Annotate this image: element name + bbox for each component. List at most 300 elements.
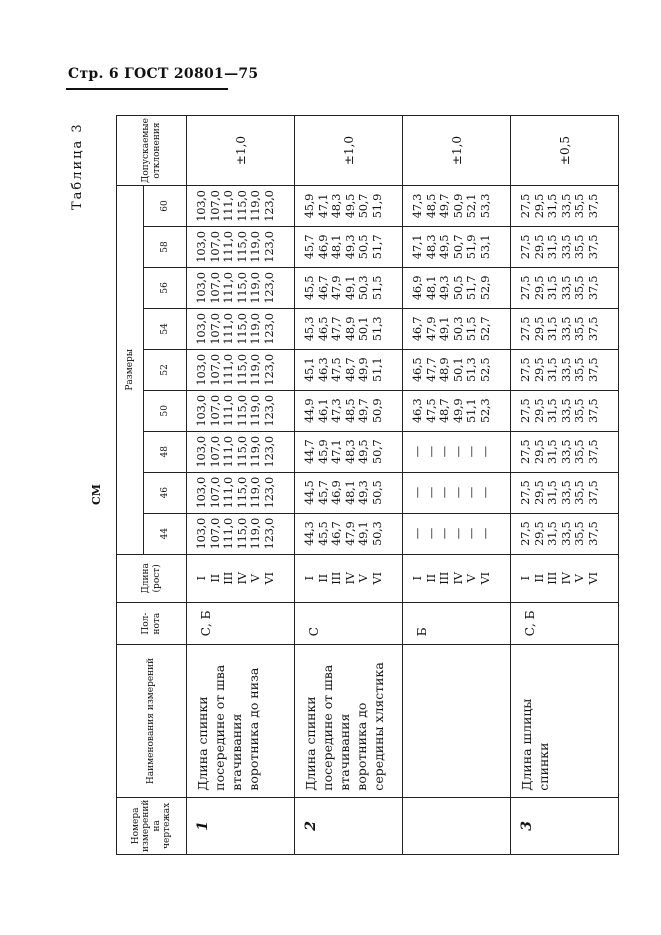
measurement-number: 3 (511, 797, 619, 854)
size-value: 29,5 (531, 521, 546, 546)
size-value: 50,5 (356, 234, 370, 260)
size-value: 45,1 (302, 357, 316, 383)
length-value: III (437, 571, 451, 585)
size-value: 107,0 (207, 190, 222, 222)
size-value: 46,7 (315, 275, 330, 301)
size-values-60 (295, 186, 403, 227)
size-header-7: 58 (144, 227, 187, 268)
size-values-60 (511, 186, 619, 227)
size-value: 37,5 (585, 480, 600, 505)
size-value: — (450, 487, 465, 499)
size-value: 52,9 (477, 275, 492, 301)
size-value: 103,0 (194, 313, 208, 345)
size-values-44 (295, 513, 403, 554)
size-value: 46,9 (410, 275, 424, 301)
measurement-number: 1 (187, 797, 295, 854)
size-value: 51,3 (369, 316, 384, 342)
size-value: 52,5 (477, 357, 492, 383)
size-value: 48,3 (342, 439, 357, 464)
size-value: 35,5 (572, 480, 586, 505)
size-value: 50,9 (369, 398, 384, 423)
size-value: 37,5 (585, 234, 600, 260)
units-label: СМ (90, 484, 103, 505)
size-value: 45,5 (315, 521, 330, 546)
size-value: 115,0 (234, 272, 249, 304)
size-values-48 (511, 431, 619, 472)
size-value: — (464, 446, 478, 458)
size-value: 51,7 (369, 234, 384, 260)
size-value: 33,5 (558, 480, 573, 505)
col-tolerance-header: Допускаемые отклонения (117, 116, 187, 186)
size-value: 29,5 (531, 275, 546, 301)
measurement-name: Длина спинки посередине от шва втачивания воротника до середины хлястика (295, 645, 403, 797)
size-value: 27,5 (518, 398, 532, 423)
size-value: 107,0 (207, 354, 222, 386)
size-value: 46,1 (315, 398, 330, 423)
size-value: 48,9 (342, 316, 357, 342)
sizes-group-header: Размеры (117, 186, 144, 555)
size-value: 103,0 (194, 436, 208, 468)
size-value: 119,0 (248, 272, 262, 304)
size-value: 52,7 (477, 316, 492, 342)
size-value: 103,0 (194, 476, 208, 509)
size-value: 45,7 (315, 480, 330, 505)
header-rule (66, 88, 228, 90)
size-value: 50,5 (369, 480, 384, 505)
size-value: 48,1 (329, 234, 343, 260)
size-value: 52,3 (477, 398, 492, 423)
size-value: 50,9 (450, 193, 465, 219)
size-values-44 (403, 513, 511, 554)
size-value: 51,9 (369, 193, 384, 219)
size-value: 29,5 (531, 193, 546, 219)
size-value: 33,5 (558, 316, 573, 342)
size-value: 33,5 (558, 357, 573, 383)
size-value: 111,0 (221, 395, 235, 427)
size-values-48 (403, 431, 511, 472)
length-value: II (207, 574, 222, 583)
size-values-54 (187, 308, 295, 349)
size-value: 50,3 (356, 275, 370, 301)
size-value: 49,7 (437, 193, 451, 219)
size-value: 46,5 (315, 316, 330, 342)
measurement-name (403, 645, 511, 797)
size-value: 123,0 (261, 436, 276, 468)
size-value: 35,5 (572, 439, 586, 464)
size-value: 35,5 (572, 316, 586, 342)
size-value: 119,0 (248, 313, 262, 345)
size-value: 49,5 (342, 193, 357, 219)
size-value: 115,0 (234, 231, 249, 263)
size-values-54 (403, 308, 511, 349)
size-value: 37,5 (585, 439, 600, 464)
length-values (511, 554, 619, 602)
size-value: 50,7 (356, 193, 370, 219)
size-value: — (450, 528, 465, 540)
size-value: 103,0 (194, 231, 208, 263)
size-value: 31,5 (545, 357, 559, 383)
size-values-46 (403, 472, 511, 513)
fullness-value: С (295, 603, 403, 645)
size-value: 27,5 (518, 234, 532, 260)
size-value: 107,0 (207, 272, 222, 304)
size-value: 50,1 (450, 357, 465, 383)
size-value: 47,5 (329, 357, 343, 383)
size-values-56 (187, 267, 295, 308)
size-value: 47,7 (423, 357, 438, 383)
length-value: IV (450, 572, 465, 585)
size-header-0: 44 (144, 513, 187, 554)
size-value: 29,5 (531, 234, 546, 260)
size-values-48 (295, 431, 403, 472)
length-value: V (464, 574, 478, 583)
size-value: 27,5 (518, 316, 532, 342)
table-row (295, 116, 403, 855)
size-value: 123,0 (261, 272, 276, 304)
size-header-4: 52 (144, 349, 187, 390)
size-value: 115,0 (234, 354, 249, 386)
size-values-46 (295, 472, 403, 513)
size-value: 29,5 (531, 357, 546, 383)
table-row (187, 116, 295, 855)
fullness-value: Б (403, 603, 511, 645)
tolerance-value: ±1,0 (295, 116, 403, 186)
size-value: 31,5 (545, 234, 559, 260)
size-value: 48,3 (329, 193, 343, 219)
size-value: 47,1 (410, 234, 424, 260)
size-value: 49,5 (356, 439, 370, 464)
tolerance-value: ±1,0 (403, 116, 511, 186)
size-value: 111,0 (221, 354, 235, 386)
size-value: 111,0 (221, 313, 235, 345)
size-value: 50,7 (450, 234, 465, 260)
size-value: 49,3 (356, 480, 370, 505)
size-value: 48,1 (342, 480, 357, 505)
size-value: 31,5 (545, 521, 559, 546)
size-value: 103,0 (194, 354, 208, 386)
size-value: 46,7 (410, 316, 424, 342)
table-row (403, 116, 511, 855)
size-header-5: 54 (144, 308, 187, 349)
size-value: 35,5 (572, 357, 586, 383)
size-value: 111,0 (221, 517, 235, 550)
size-values-52 (187, 349, 295, 390)
size-value: 44,5 (302, 480, 316, 505)
length-values (403, 554, 511, 602)
size-value: 51,3 (464, 357, 478, 383)
measurement-name: Длина шлицы спинки (511, 645, 619, 797)
size-value: 33,5 (558, 275, 573, 301)
size-value: 123,0 (261, 354, 276, 386)
size-value: 119,0 (248, 190, 262, 222)
measurements-table (116, 115, 619, 855)
size-values-52 (403, 349, 511, 390)
size-value: 103,0 (194, 190, 208, 222)
size-header-8: 60 (144, 186, 187, 227)
size-values-54 (511, 308, 619, 349)
size-value: 107,0 (207, 231, 222, 263)
size-value: 51,5 (369, 275, 384, 301)
size-value: 107,0 (207, 517, 222, 550)
size-values-60 (403, 186, 511, 227)
size-value: 123,0 (261, 231, 276, 263)
size-value: 115,0 (234, 190, 249, 222)
size-value: 51,1 (369, 357, 384, 383)
size-value: — (410, 487, 424, 499)
size-value: 111,0 (221, 476, 235, 509)
size-value: 51,9 (464, 234, 478, 260)
size-value: 119,0 (248, 436, 262, 468)
size-value: 46,7 (329, 521, 343, 546)
size-value: 51,1 (464, 398, 478, 423)
size-value: 35,5 (572, 234, 586, 260)
length-value: II (423, 574, 438, 583)
size-value: 27,5 (518, 480, 532, 505)
size-value: 27,5 (518, 357, 532, 383)
size-value: 119,0 (248, 476, 262, 509)
size-values-46 (187, 472, 295, 513)
size-value: 29,5 (531, 480, 546, 505)
size-value: 29,5 (531, 398, 546, 423)
size-value: 47,7 (329, 316, 343, 342)
size-value: 115,0 (234, 313, 249, 345)
length-value: IV (342, 572, 357, 585)
size-values-56 (295, 267, 403, 308)
length-value: II (531, 574, 546, 583)
size-values-52 (511, 349, 619, 390)
size-value: 115,0 (234, 476, 249, 509)
size-value: 48,7 (437, 398, 451, 423)
size-value: — (477, 487, 492, 499)
size-value: 47,5 (423, 398, 438, 423)
size-value: 31,5 (545, 193, 559, 219)
size-value: 47,9 (423, 316, 438, 342)
size-value: 50,7 (369, 439, 384, 464)
tolerance-value: ±1,0 (187, 116, 295, 186)
col-number-header: Номера измерений на чертежах (117, 797, 187, 854)
length-value: I (410, 576, 424, 581)
size-value: 27,5 (518, 193, 532, 219)
size-value: 50,3 (450, 316, 465, 342)
size-value: 33,5 (558, 398, 573, 423)
size-value: 35,5 (572, 275, 586, 301)
size-value: — (464, 487, 478, 499)
size-value: 35,5 (572, 521, 586, 546)
length-value: VI (585, 572, 600, 585)
size-value: 47,1 (315, 193, 330, 219)
size-value: 46,5 (410, 357, 424, 383)
size-value: 37,5 (585, 316, 600, 342)
size-values-56 (511, 267, 619, 308)
size-value: 111,0 (221, 272, 235, 304)
length-value: I (194, 576, 208, 581)
length-value: I (518, 576, 532, 581)
size-value: 46,9 (315, 234, 330, 260)
size-value: 111,0 (221, 231, 235, 263)
length-value: III (545, 571, 559, 585)
size-value: 50,5 (450, 275, 465, 301)
size-value: — (437, 487, 451, 499)
size-value: 103,0 (194, 272, 208, 304)
size-value: — (437, 446, 451, 458)
size-value: 49,5 (437, 234, 451, 260)
length-value: II (315, 574, 330, 583)
size-value: 48,5 (342, 398, 357, 423)
size-value: 44,3 (302, 521, 316, 546)
size-value: 45,5 (302, 275, 316, 301)
size-value: 46,3 (315, 357, 330, 383)
length-value: III (329, 571, 343, 585)
length-values (187, 554, 295, 602)
size-value: 33,5 (558, 439, 573, 464)
size-value: 119,0 (248, 354, 262, 386)
length-value: I (302, 576, 316, 581)
size-value: 37,5 (585, 521, 600, 546)
size-value: 48,9 (437, 357, 451, 383)
size-value: 50,3 (369, 521, 384, 546)
size-header-3: 50 (144, 390, 187, 431)
size-value: 48,7 (342, 357, 357, 383)
size-value: 119,0 (248, 517, 262, 550)
size-value: 49,3 (437, 275, 451, 301)
size-value: 29,5 (531, 316, 546, 342)
size-value: 119,0 (248, 395, 262, 427)
fullness-value: С, Б (187, 603, 295, 645)
size-value: 37,5 (585, 357, 600, 383)
size-value: 103,0 (194, 395, 208, 427)
size-value: 107,0 (207, 313, 222, 345)
size-value: 35,5 (572, 193, 586, 219)
size-value: 45,9 (315, 439, 330, 464)
size-value: 49,7 (356, 398, 370, 423)
size-value: 123,0 (261, 190, 276, 222)
size-value: 115,0 (234, 436, 249, 468)
size-value: 51,5 (464, 316, 478, 342)
size-values-50 (187, 390, 295, 431)
size-value: 49,1 (437, 316, 451, 342)
size-value: 27,5 (518, 275, 532, 301)
size-values-50 (295, 390, 403, 431)
size-values-52 (295, 349, 403, 390)
size-value: 115,0 (234, 517, 249, 550)
size-value: — (423, 487, 438, 499)
col-fullness-header: Пол-нота (117, 603, 187, 645)
tolerance-value: ±0,5 (511, 116, 619, 186)
size-value: — (437, 528, 451, 540)
size-value: — (410, 446, 424, 458)
col-length-header: Длина (рост) (117, 554, 187, 602)
size-header-1: 46 (144, 472, 187, 513)
size-value: 45,3 (302, 316, 316, 342)
fullness-value: С, Б (511, 603, 619, 645)
size-value: 50,1 (356, 316, 370, 342)
table-row (511, 116, 619, 855)
size-value: 33,5 (558, 193, 573, 219)
length-value: IV (234, 572, 249, 585)
size-value: 52,1 (464, 193, 478, 219)
table-container (116, 115, 600, 855)
size-value: 37,5 (585, 193, 600, 219)
page-header: Стр. 6 ГОСТ 20801—75 (68, 66, 259, 82)
size-value: — (423, 446, 438, 458)
size-value: 107,0 (207, 436, 222, 468)
size-value: — (450, 446, 465, 458)
measurement-number (403, 797, 511, 854)
size-values-50 (511, 390, 619, 431)
size-value: 111,0 (221, 436, 235, 468)
size-value: 53,1 (477, 234, 492, 260)
size-values-56 (403, 267, 511, 308)
size-values-58 (295, 227, 403, 268)
size-value: 107,0 (207, 476, 222, 509)
size-value: 49,1 (356, 521, 370, 546)
size-value: 48,5 (423, 193, 438, 219)
size-value: 51,7 (464, 275, 478, 301)
size-value: 47,3 (329, 398, 343, 423)
size-value: 123,0 (261, 517, 276, 550)
size-value: — (477, 446, 492, 458)
size-value: 31,5 (545, 398, 559, 423)
size-value: 31,5 (545, 439, 559, 464)
size-values-54 (295, 308, 403, 349)
length-values (295, 554, 403, 602)
size-value: — (410, 528, 424, 540)
size-value: 46,3 (410, 398, 424, 423)
size-value: 119,0 (248, 231, 262, 263)
size-value: 27,5 (518, 439, 532, 464)
size-value: 33,5 (558, 234, 573, 260)
size-values-58 (187, 227, 295, 268)
size-value: — (464, 528, 478, 540)
length-value: V (572, 574, 586, 583)
size-value: 123,0 (261, 476, 276, 509)
size-value: 31,5 (545, 275, 559, 301)
table-caption: Таблица 3 (70, 122, 85, 210)
size-value: 44,9 (302, 398, 316, 423)
size-value: 103,0 (194, 517, 208, 550)
size-value: 31,5 (545, 480, 559, 505)
size-value: — (423, 528, 438, 540)
size-value: — (477, 528, 492, 540)
length-value: IV (558, 572, 573, 585)
length-value: V (356, 574, 370, 583)
size-value: 31,5 (545, 316, 559, 342)
size-value: 49,3 (342, 234, 357, 260)
size-value: 37,5 (585, 275, 600, 301)
size-values-48 (187, 431, 295, 472)
size-values-44 (511, 513, 619, 554)
col-name-header: Наименования измерений (117, 645, 187, 797)
size-value: 111,0 (221, 190, 235, 222)
size-value: 44,7 (302, 439, 316, 464)
size-values-46 (511, 472, 619, 513)
size-value: 45,9 (302, 193, 316, 219)
size-value: 48,3 (423, 234, 438, 260)
measurement-name: Длина спинки посередине от шва втачивания воротника до низа (187, 645, 295, 797)
size-value: 107,0 (207, 395, 222, 427)
size-value: 46,9 (329, 480, 343, 505)
size-header-6: 56 (144, 267, 187, 308)
length-value: V (248, 574, 262, 583)
size-value: 47,9 (342, 521, 357, 546)
size-value: 27,5 (518, 521, 532, 546)
size-header-2: 48 (144, 431, 187, 472)
size-value: 53,3 (477, 193, 492, 219)
size-value: 33,5 (558, 521, 573, 546)
size-values-58 (403, 227, 511, 268)
size-value: 35,5 (572, 398, 586, 423)
length-value: III (221, 571, 235, 585)
